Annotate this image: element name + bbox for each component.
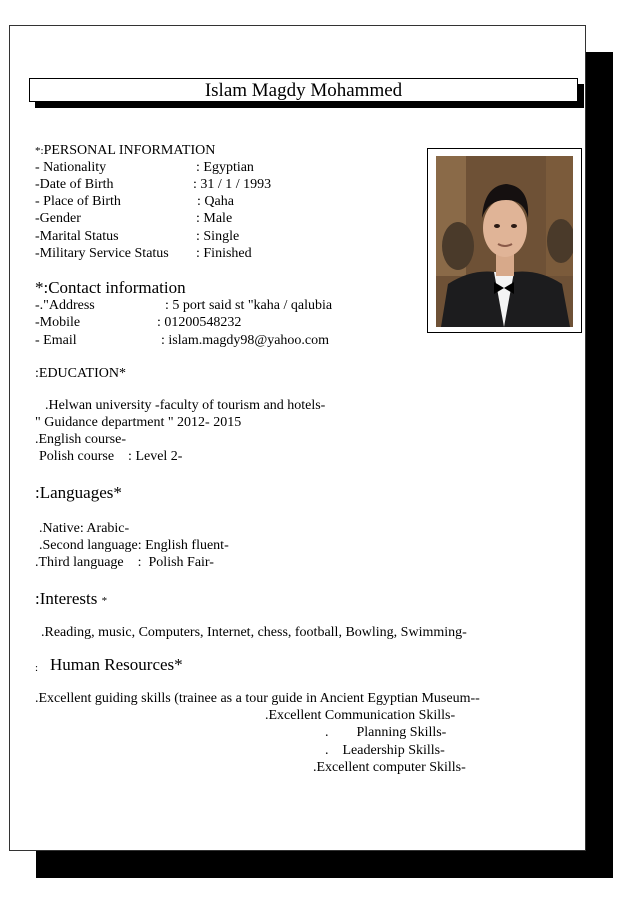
candidate-name: Islam Magdy Mohammed: [204, 80, 403, 101]
interests-heading: [35, 589, 107, 611]
dob-value: : 31 / 1 / 1993: [193, 177, 272, 192]
hr-heading: Human Resources*: [50, 655, 183, 674]
language-line: .Native: Arabic-: [39, 521, 130, 536]
mobile-value: : 01200548232: [157, 315, 242, 330]
education-line: " Guidance department " 2012- 2015: [35, 415, 242, 430]
gender-value: : Male: [196, 211, 233, 226]
languages-heading: :Languages*: [35, 483, 122, 502]
hr-line: .Excellent computer Skills-: [313, 760, 466, 775]
profile-photo-illustration: [436, 156, 573, 327]
hr-line: . Planning Skills-: [325, 725, 447, 740]
birthplace-value: : Qaha: [197, 194, 234, 209]
mobile-label: -Mobile: [35, 315, 81, 330]
interests-line: .Reading, music, Computers, Internet, chess, football, Bowling, Swimming-: [41, 625, 467, 640]
education-line: Polish course : Level 2-: [39, 449, 183, 464]
military-status-value: : Finished: [196, 246, 252, 261]
dob-label: -Date of Birth: [35, 177, 114, 192]
education-line: .Helwan university -faculty of tourism and hotels-: [45, 398, 326, 413]
address-value: : 5 port said st "kaha / qalubia: [165, 298, 333, 313]
email-label: - Email: [35, 333, 77, 348]
gender-label: -Gender: [35, 211, 81, 226]
hr-line: . Leadership Skills-: [325, 743, 445, 758]
military-status-label: -Military Service Status: [35, 246, 169, 261]
hr-line: .Excellent guiding skills (trainee as a tour guide in Ancient Egyptian Museum--: [35, 691, 480, 706]
email-value: : islam.magdy98@yahoo.com: [161, 333, 330, 348]
language-line: .Second language: English fluent-: [39, 538, 229, 553]
education-heading: :EDUCATION*: [35, 366, 126, 381]
interests-heading-star: *: [101, 595, 108, 607]
birthplace-label: - Place of Birth: [35, 194, 121, 209]
name-header-box: [29, 78, 578, 102]
hr-line: .Excellent Communication Skills-: [265, 708, 456, 723]
marital-status-label: -Marital Status: [35, 229, 119, 244]
contact-heading: *:Contact information: [35, 278, 186, 297]
personal-heading-text: PERSONAL INFORMATION: [43, 143, 216, 158]
interests-heading-text: :Interests: [35, 589, 98, 608]
nationality-label: - Nationality: [35, 160, 107, 175]
address-label: -."Address: [35, 298, 95, 313]
marital-status-value: : Single: [196, 229, 240, 244]
personal-heading-star: *:: [35, 145, 44, 157]
nationality-value: : Egyptian: [196, 160, 254, 175]
education-line: .English course-: [35, 432, 126, 447]
language-line: .Third language : Polish Fair-: [35, 555, 214, 570]
profile-photo: [436, 156, 573, 327]
hr-colon: :: [35, 662, 39, 674]
personal-info-heading: [35, 142, 215, 160]
